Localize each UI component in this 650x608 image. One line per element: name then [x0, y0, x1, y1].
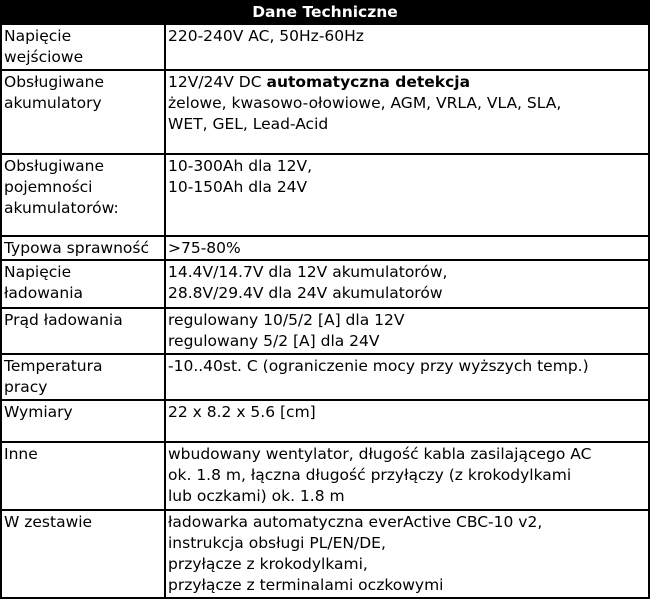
label-line: Temperatura	[4, 357, 103, 375]
table-row	[1, 24, 649, 70]
label-line: wejściowe	[4, 48, 84, 66]
row-label	[1, 70, 165, 154]
value-line-mixed	[168, 72, 646, 93]
row-label	[1, 154, 165, 236]
label-line: Typowa sprawność	[4, 239, 150, 257]
label-line: Inne	[4, 445, 38, 463]
row-value	[165, 510, 649, 598]
value-line: >75-80%	[168, 239, 241, 257]
label-line: Napięcie	[4, 27, 72, 45]
value-line: 14.4V/14.7V dla 12V akumulatorów,	[168, 263, 448, 281]
row-label	[1, 236, 165, 260]
row-value	[165, 70, 649, 154]
label-line: akumulatorów:	[4, 199, 119, 217]
row-value	[165, 154, 649, 236]
label-line: pojemności	[4, 178, 93, 196]
row-value	[165, 260, 649, 308]
row-label	[1, 24, 165, 70]
label-line: ładowania	[4, 284, 84, 302]
row-label	[1, 400, 165, 442]
value-line: przyłącze z terminalami oczkowymi	[168, 576, 444, 594]
table-row	[1, 70, 649, 154]
table-row	[1, 260, 649, 308]
label-line: Obsługiwane	[4, 73, 105, 91]
value-line: 220-240V AC, 50Hz-60Hz	[168, 27, 364, 45]
value-line: regulowany 10/5/2 [A] dla 12V	[168, 311, 405, 329]
table-row	[1, 442, 649, 510]
value-line: ok. 1.8 m, łączna długość przyłączy (z krokodylkami	[168, 466, 572, 484]
value-line: 28.8V/29.4V dla 24V akumulatorów	[168, 284, 443, 302]
label-line: W zestawie	[4, 513, 93, 531]
row-label	[1, 510, 165, 598]
table-row	[1, 308, 649, 354]
table-row	[1, 236, 649, 260]
table-row	[1, 400, 649, 442]
row-value	[165, 236, 649, 260]
value-line: żelowe, kwasowo-ołowiowe, AGM, VRLA, VLA, SLA,	[168, 94, 562, 112]
value-line: 10-300Ah dla 12V,	[168, 157, 313, 175]
row-label	[1, 354, 165, 400]
value-line: przyłącze z krokodylkami,	[168, 555, 368, 573]
table-title: Dane Techniczne	[1, 1, 649, 24]
value-bold: automatyczna detekcja	[266, 73, 471, 91]
row-label	[1, 442, 165, 510]
row-value	[165, 400, 649, 442]
row-value	[165, 308, 649, 354]
value-line: -10..40st. C (ograniczenie mocy przy wyższych temp.)	[168, 357, 589, 375]
label-line: Napięcie	[4, 263, 72, 281]
table-row	[1, 354, 649, 400]
value-line: ładowarka automatyczna everActive CBC-10 v2,	[168, 513, 543, 531]
row-label	[1, 260, 165, 308]
value-line: 10-150Ah dla 24V	[168, 178, 308, 196]
label-line: Obsługiwane	[4, 157, 105, 175]
title-row	[1, 1, 649, 24]
value-line: WET, GEL, Lead-Acid	[168, 115, 329, 133]
label-line: Wymiary	[4, 403, 73, 421]
label-line: akumulatory	[4, 94, 102, 112]
table-row	[1, 154, 649, 236]
value-line: 22 x 8.2 x 5.6 [cm]	[168, 403, 316, 421]
value-line: wbudowany wentylator, długość kabla zasilającego AC	[168, 445, 592, 463]
label-line: Prąd ładowania	[4, 311, 123, 329]
value-line: instrukcja obsługi PL/EN/DE,	[168, 534, 386, 552]
row-value	[165, 442, 649, 510]
row-label	[1, 308, 165, 354]
label-line: pracy	[4, 378, 48, 396]
row-value	[165, 354, 649, 400]
table-row	[1, 510, 649, 598]
value-prefix: 12V/24V DC	[168, 73, 267, 91]
value-line: regulowany 5/2 [A] dla 24V	[168, 332, 380, 350]
row-value	[165, 24, 649, 70]
value-line: lub oczkami) ok. 1.8 m	[168, 487, 345, 505]
